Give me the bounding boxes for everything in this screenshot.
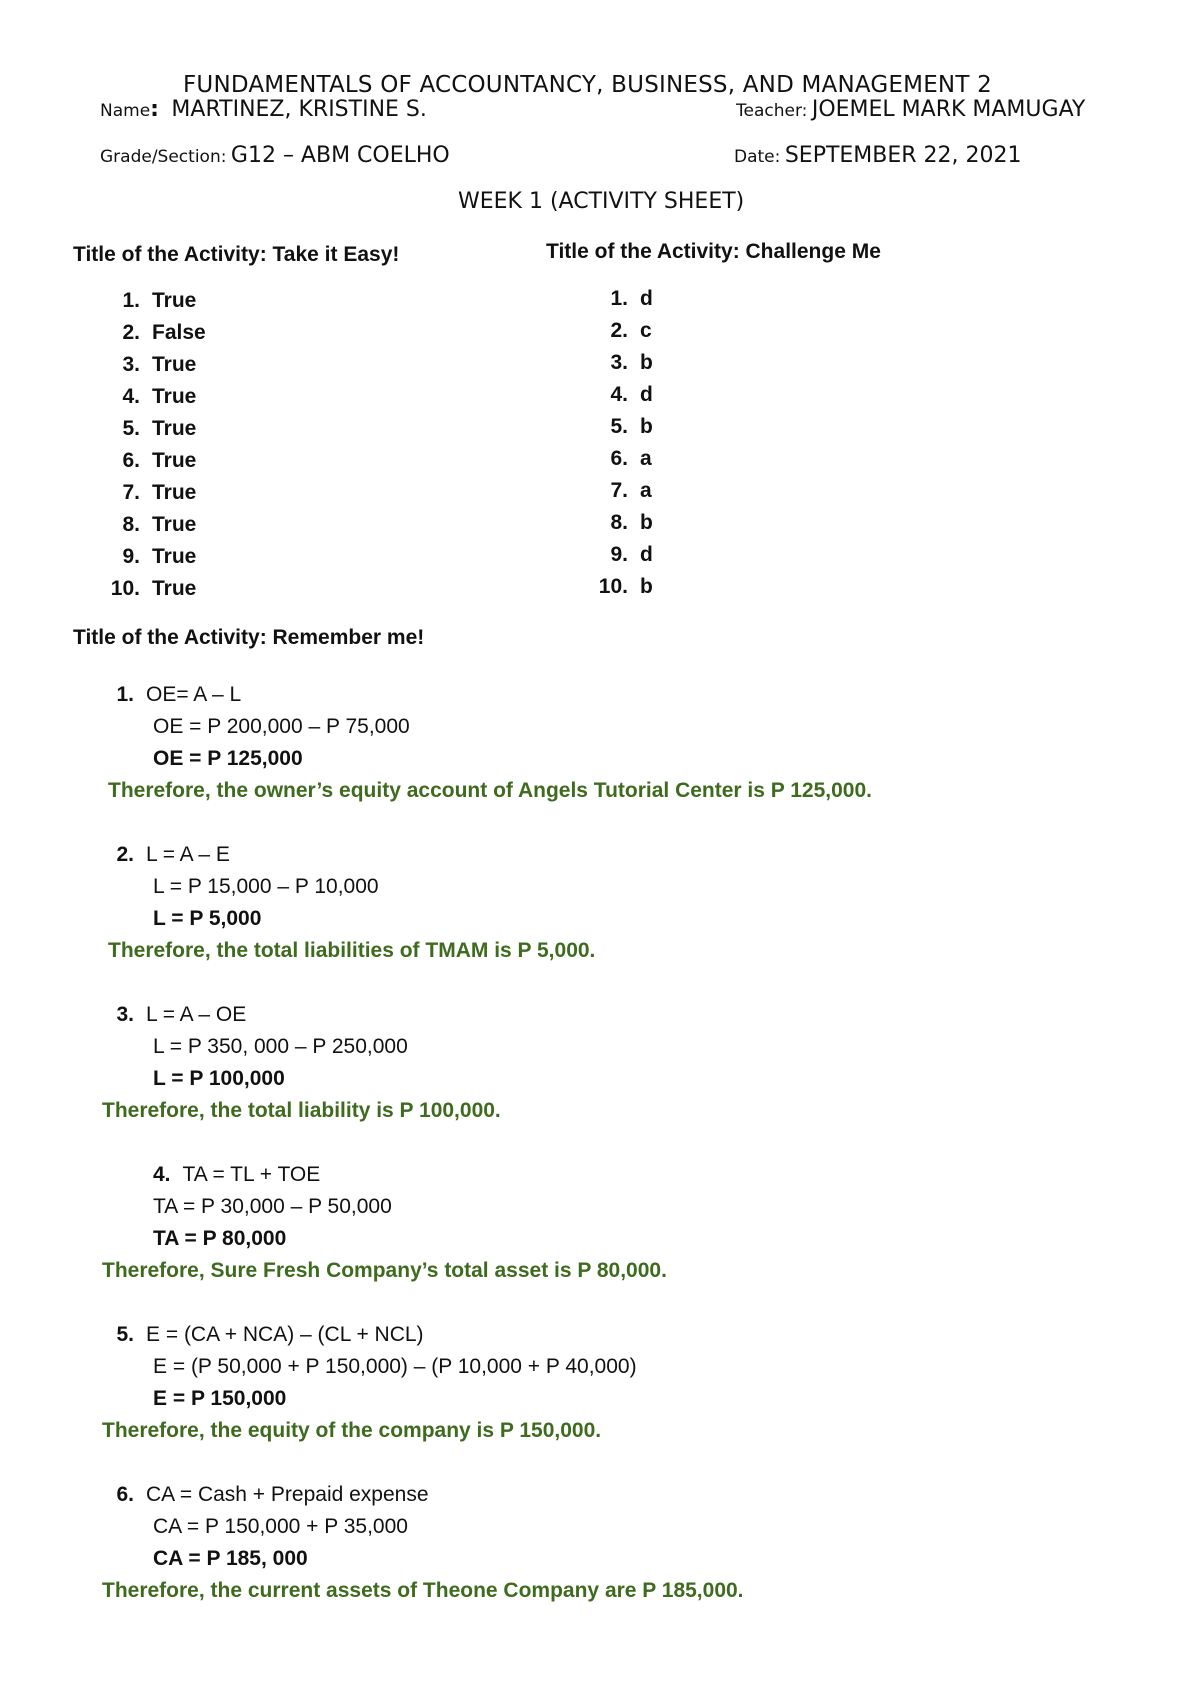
activity2-title: Title of the Activity: Challenge Me [546, 240, 881, 263]
result: E = P 150,000 [153, 1387, 287, 1410]
formula: CA = Cash + Prepaid expense [146, 1483, 429, 1506]
list-item: 2. c [610, 319, 652, 342]
formula: E = (CA + NCA) – (CL + NCL) [146, 1323, 424, 1346]
formula: L = A – OE [146, 1003, 247, 1026]
substitution: E = (P 50,000 + P 150,000) – (P 10,000 + P 40,000) [153, 1355, 637, 1378]
result: L = P 100,000 [153, 1067, 285, 1090]
section-value: G12 – ABM COELHO [230, 143, 450, 168]
conclusion-3: Therefore, the total liability is P 100,000. [102, 1099, 501, 1122]
problem-6: 6. CA = Cash + Prepaid expense CA = P 150,000 + P 35,000 CA = P 185, 000 [100, 1479, 429, 1575]
substitution: OE = P 200,000 – P 75,000 [153, 715, 410, 738]
list-item: 6. a [610, 447, 652, 470]
week-title: WEEK 1 (ACTIVITY SHEET) [458, 189, 745, 214]
conclusion-1: Therefore, the owner’s equity account of Angels Tutorial Center is P 125,000. [108, 779, 872, 802]
list-item: 6. True [122, 449, 197, 472]
problem-2: 2. L = A – E L = P 15,000 – P 10,000 L = P 5,000 [100, 839, 379, 935]
subject-title: FUNDAMENTALS OF ACCOUNTANCY, BUSINESS, AND MANAGEMENT 2 [183, 72, 992, 98]
problem-3: 3. L = A – OE L = P 350, 000 – P 250,000 L = P 100,000 [100, 999, 408, 1095]
substitution: L = P 350, 000 – P 250,000 [153, 1035, 408, 1058]
list-item: 1. True [122, 289, 197, 312]
substitution: L = P 15,000 – P 10,000 [153, 875, 379, 898]
list-item: 3. True [122, 353, 197, 376]
problem-1: 1. OE= A – L OE = P 200,000 – P 75,000 OE = P 125,000 [100, 679, 410, 775]
name-row [100, 97, 427, 122]
activity1-title: Title of the Activity: Take it Easy! [73, 243, 400, 266]
teacher-row [736, 97, 1085, 122]
list-item: 7. a [610, 479, 652, 502]
teacher-value: JOEMEL MARK MAMUGAY [811, 97, 1086, 122]
list-item: 10. b [598, 575, 653, 598]
conclusion-2: Therefore, the total liabilities of TMAM is P 5,000. [108, 939, 596, 962]
date-row [734, 143, 1022, 168]
activity2-list [588, 283, 653, 603]
name-label: Name [100, 101, 151, 121]
name-value: MARTINEZ, KRISTINE S. [171, 97, 427, 122]
list-item: 3. b [610, 351, 653, 374]
formula: TA = TL + TOE [182, 1163, 321, 1186]
date-value: SEPTEMBER 22, 2021 [784, 143, 1022, 168]
list-item: 7. True [122, 481, 197, 504]
result: TA = P 80,000 [153, 1227, 287, 1250]
formula: L = A – E [146, 843, 230, 866]
list-item: 9. d [610, 543, 653, 566]
name-colon: : [150, 97, 159, 122]
list-item: 5. True [122, 417, 197, 440]
substitution: TA = P 30,000 – P 50,000 [153, 1195, 392, 1218]
formula: OE= A – L [146, 683, 242, 706]
list-item: 1. d [610, 287, 653, 310]
list-item: 9. True [122, 545, 197, 568]
conclusion-4: Therefore, Sure Fresh Company’s total asset is P 80,000. [102, 1259, 667, 1282]
result: CA = P 185, 000 [153, 1547, 308, 1570]
teacher-label: Teacher: [736, 101, 808, 121]
problem-5: 5. E = (CA + NCA) – (CL + NCL) E = (P 50,000 + P 150,000) – (P 10,000 + P 40,000) E = P 150,000 [100, 1319, 637, 1415]
list-item: 2. False [122, 321, 206, 344]
list-item: 4. d [610, 383, 653, 406]
list-item: 8. b [610, 511, 653, 534]
list-item: 5. b [610, 415, 653, 438]
substitution: CA = P 150,000 + P 35,000 [153, 1515, 408, 1538]
list-item: 10. True [110, 577, 197, 600]
activity3-title: Title of the Activity: Remember me! [73, 626, 425, 649]
result: L = P 5,000 [153, 907, 262, 930]
section-row [100, 143, 450, 168]
list-item: 8. True [122, 513, 197, 536]
list-item: 4. True [122, 385, 197, 408]
activity1-list [100, 285, 206, 605]
result: OE = P 125,000 [153, 747, 303, 770]
date-label: Date: [734, 147, 781, 167]
conclusion-5: Therefore, the equity of the company is P 150,000. [102, 1419, 602, 1442]
problem-4: 4. TA = TL + TOE TA = P 30,000 – P 50,000 TA = P 80,000 [100, 1159, 392, 1255]
section-label: Grade/Section: [100, 147, 227, 167]
conclusion-6: Therefore, the current assets of Theone Company are P 185,000. [102, 1579, 744, 1602]
